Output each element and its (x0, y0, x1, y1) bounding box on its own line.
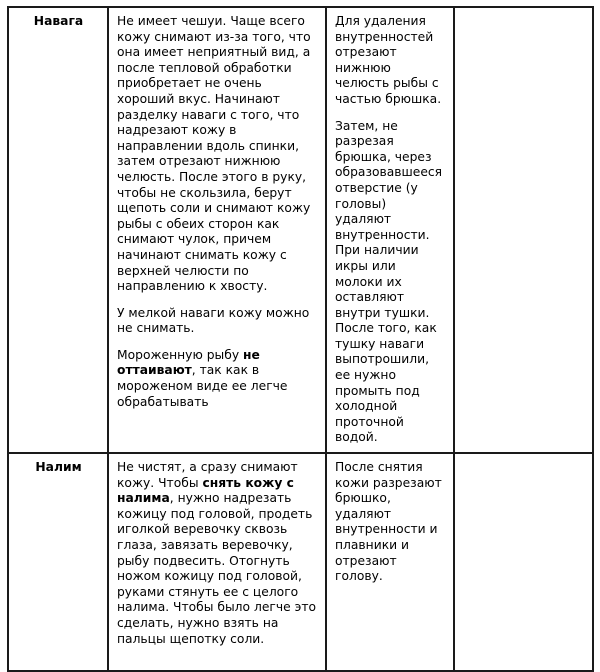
gutting-instructions-cell-nalim (326, 453, 454, 671)
paragraph: У мелкой наваги кожу можно не снимать. (117, 305, 310, 336)
gutting-instructions-cell-navaga (326, 7, 454, 453)
paragraph: Затем, не разрезая брюшка, через образовавшееся отверстие (у головы) удаляют внутренности. При наличии икры или молоки их оставляют внутри тушки. После того, как тушку наваги выпотрошили, ее нужно промыть под холодной проточной водой. (335, 118, 443, 445)
notes-cell-nalim (454, 453, 593, 671)
skin-instructions-cell-navaga (108, 7, 326, 453)
paragraph: После снятия кожи разрезают брюшко, удаляют внутренности и плавники и отрезают голову. (335, 460, 442, 584)
table-row (8, 453, 593, 671)
paragraph: Мороженную рыбу не оттаивают, так как в мороженом виде ее легче обрабатывать (117, 347, 288, 409)
emphasis-text: не оттаивают (117, 347, 260, 378)
fish-name-cell-navaga (8, 7, 108, 453)
fish-name-cell-nalim (8, 453, 108, 671)
paragraph: Не чистят, а сразу снимают кожу. Чтобы снять кожу с налима, нужно надрезать кожицу под головой, продеть иголкой веревочку сквозь глаза, завязать веревочку, рыбу подвесить. Отогнуть ножом кожицу под головой, руками стянуть ее с целого налима. Чтобы было легче это сделать, нужно взять на пальцы щепотку соли. (117, 460, 317, 646)
paragraph: Для удаления внутренностей отрезают нижнюю челюсть рыбы с частью брюшка. (335, 14, 442, 106)
fish-name-label: Навага (33, 14, 84, 28)
fish-processing-table (7, 6, 594, 672)
skin-instructions-cell-nalim (108, 453, 326, 671)
notes-cell-navaga (454, 7, 593, 453)
paragraph: Не имеет чешуи. Чаще всего кожу снимают из-за того, что она имеет неприятный вид, а после тепловой обработки приобретает не очень хороший вкус. Начинают разделку наваги с того, что надрезают кожу в направлении вдоль спинки, затем отрезают нижнюю челюсть. После этого в руку, чтобы не скользила, берут щепоть соли и снимают кожу рыбы с обеих сторон как снимают чулок, причем начинают снимать кожу с верхней челюсти по направлению к хвосту. (117, 14, 311, 294)
emphasis-text: снять кожу с налима (117, 475, 294, 506)
fish-name-label: Налим (35, 460, 82, 475)
table-row (8, 7, 593, 453)
table-body (8, 7, 593, 671)
